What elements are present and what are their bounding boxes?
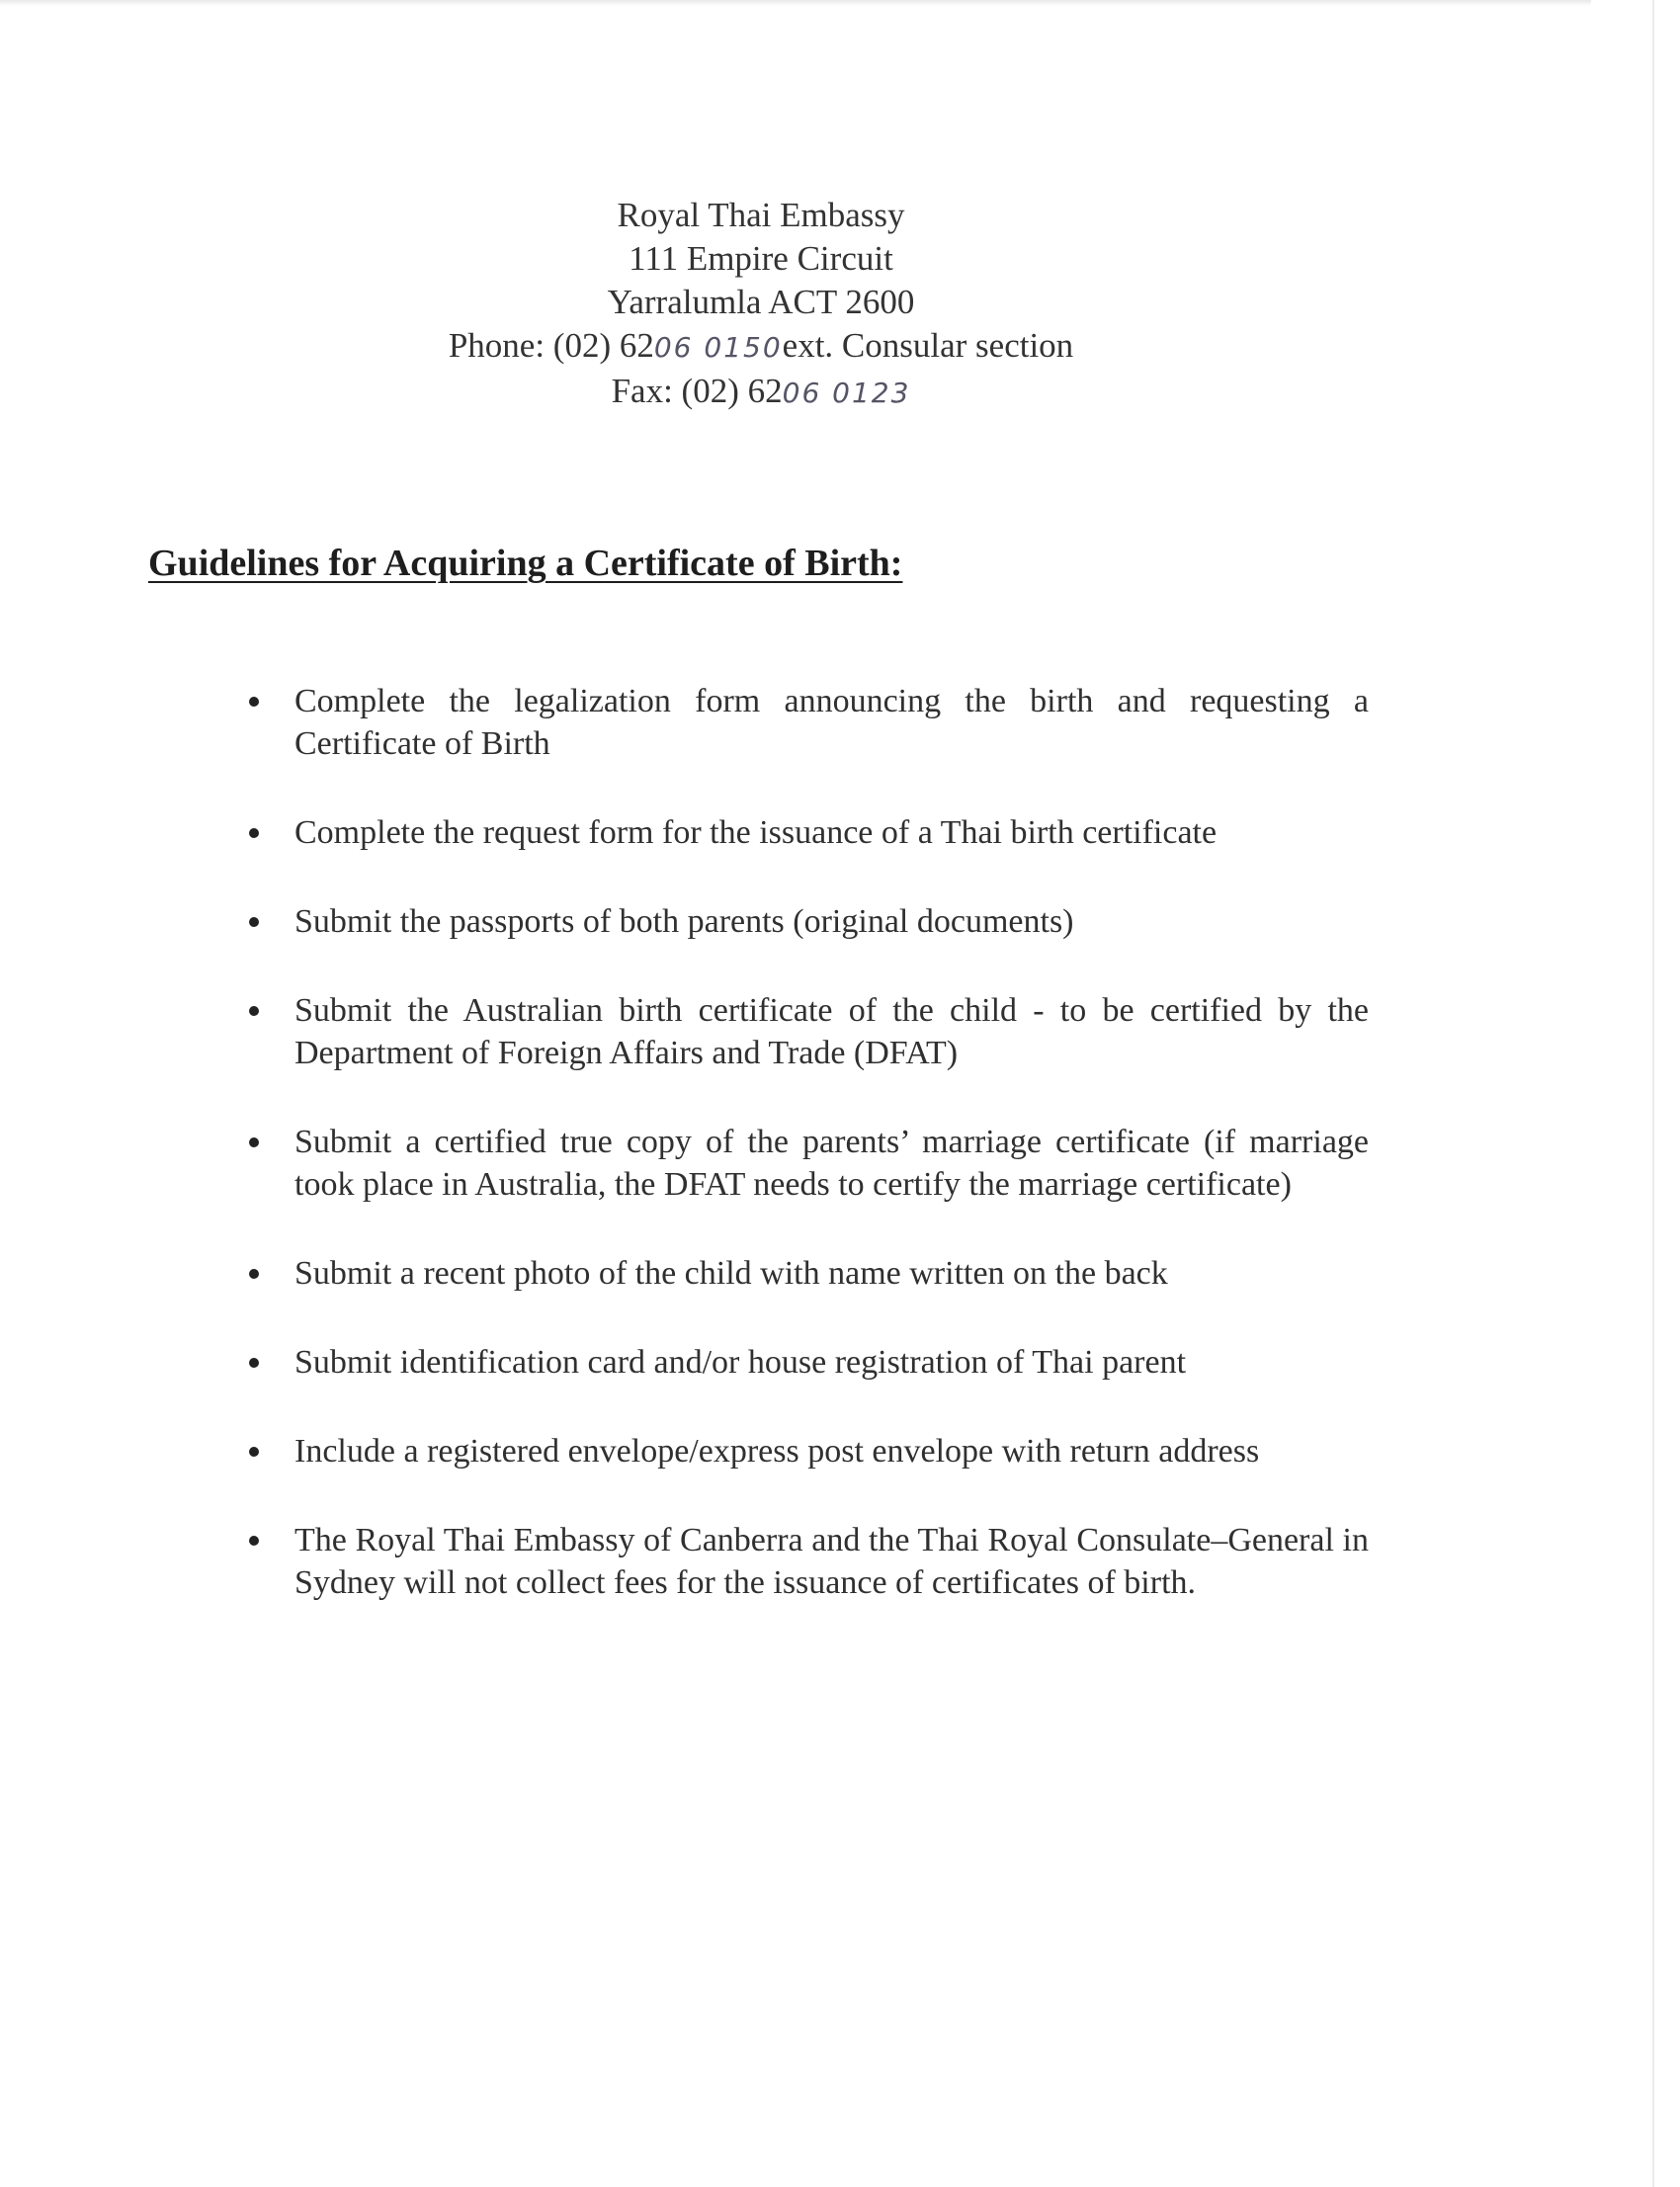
embassy-phone <box>0 324 1522 370</box>
bullet-icon <box>249 1536 259 1546</box>
list-item <box>247 1430 1369 1472</box>
list-item <box>247 1252 1369 1295</box>
list-item <box>247 1519 1369 1604</box>
bullet-icon <box>249 828 259 838</box>
bullet-icon <box>249 1269 259 1279</box>
phone-handwritten-number: 06 0150 <box>653 331 783 364</box>
list-item-text: Submit a recent photo of the child with name written on the back <box>294 1255 1168 1292</box>
bullet-icon <box>249 1137 259 1147</box>
bullet-icon <box>249 1447 259 1457</box>
guidelines-title: Guidelines for Acquiring a Certificate of Birth: <box>148 543 903 584</box>
list-item-text: Complete the request form for the issuance of a Thai birth certificate <box>294 814 1218 851</box>
list-item <box>247 680 1369 765</box>
fax-handwritten-number: 06 0123 <box>782 377 911 409</box>
scan-edge-top <box>0 0 1591 6</box>
fax-prefix: Fax: (02) 62 <box>611 372 783 410</box>
list-item-text: The Royal Thai Embassy of Canberra and the Thai Royal Consulate–General in Sydney will not collect fees for the issuance of certificates of birth. <box>294 1522 1369 1601</box>
list-item-text: Submit identification card and/or house registration of Thai parent <box>294 1344 1187 1381</box>
list-item-text: Submit the Australian birth certificate of the child - to be certified by the Department of Foreign Affairs and Trade (DFAT) <box>294 992 1369 1071</box>
phone-suffix: ext. Consular section <box>782 326 1074 365</box>
bullet-icon <box>249 697 259 707</box>
scan-edge-right <box>1652 0 1654 2187</box>
bullet-icon <box>249 917 259 927</box>
list-item <box>247 900 1369 943</box>
list-item <box>247 1121 1369 1206</box>
list-item-text: Submit the passports of both parents (original documents) <box>294 903 1074 940</box>
embassy-name: Royal Thai Embassy <box>617 196 905 234</box>
phone-prefix: Phone: (02) 62 <box>448 326 654 365</box>
bullet-icon <box>249 1006 259 1016</box>
guidelines-list <box>247 680 1369 1650</box>
list-item-text: Complete the legalization form announcing the birth and requesting a Certificate of Birth <box>294 683 1369 762</box>
bullet-icon <box>249 1358 259 1368</box>
embassy-fax <box>0 370 1522 415</box>
embassy-address-block <box>0 194 1522 415</box>
list-item-text: Submit a certified true copy of the parents’ marriage certificate (if marriage took place in Australia, the DFAT needs to certify the marriage certificate) <box>294 1124 1369 1203</box>
embassy-street: 111 Empire Circuit <box>629 239 893 278</box>
list-item <box>247 811 1369 854</box>
list-item <box>247 1341 1369 1384</box>
embassy-city: Yarralumla ACT 2600 <box>607 283 915 321</box>
list-item-text: Include a registered envelope/express post envelope with return address <box>294 1433 1260 1470</box>
list-item <box>247 989 1369 1074</box>
